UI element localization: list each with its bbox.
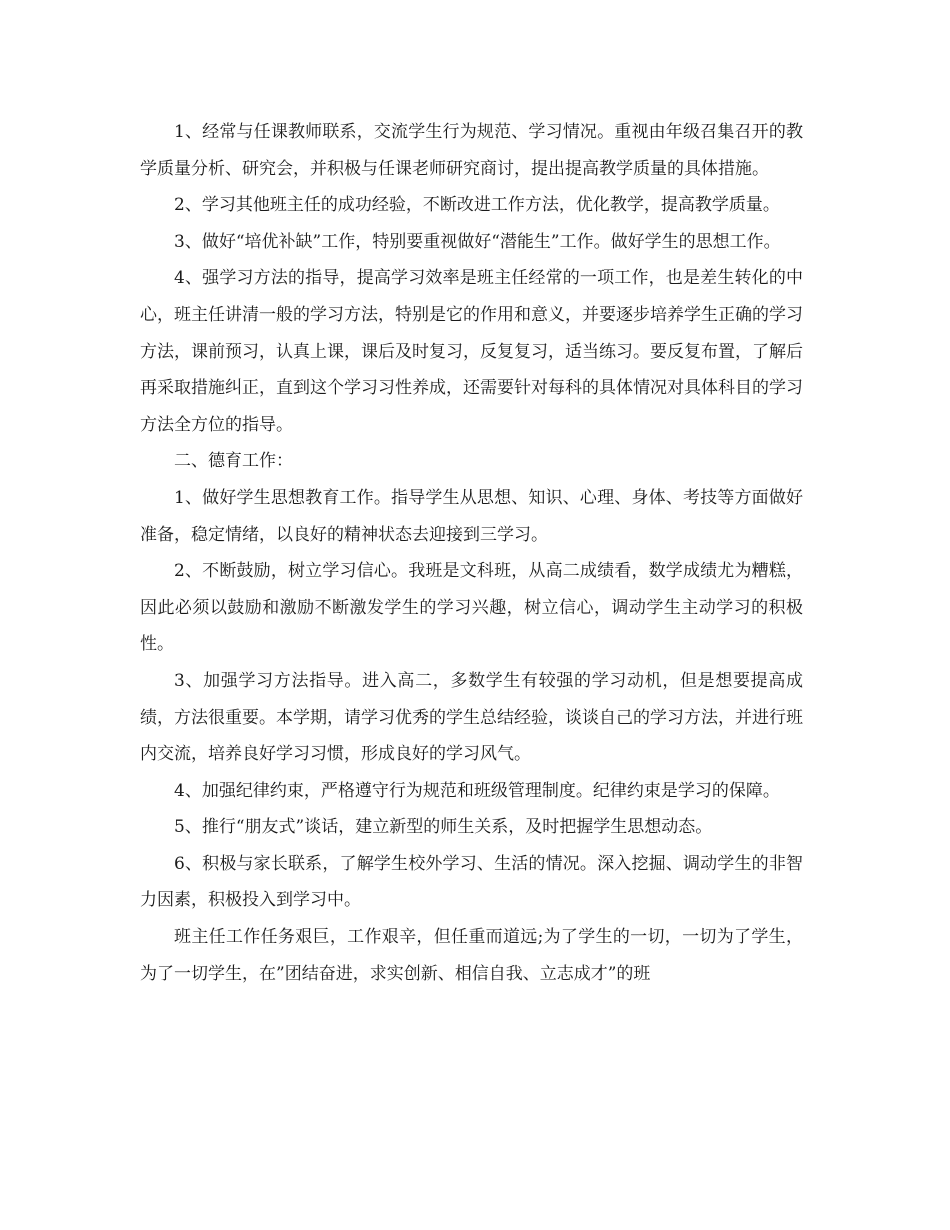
paragraph-moral-3: 3、加强学习方法指导。进入高二，多数学生有较强的学习动机，但是想要提高成绩，方法很重要。本学期，请学习优秀的学生总结经验，谈谈自己的学习方法，并进行班内交流，培养良好学习习惯，形成良好的学习风气。 — [140, 670, 803, 765]
paragraph-closing: 班主任工作任务艰巨，工作艰辛，但任重而道远;为了学生的一切，一切为了学生，为了一切学生，在”团结奋进，求实创新、相信自我、立志成才”的班 — [140, 927, 803, 984]
paragraph-moral-2: 2、不断鼓励，树立学习信心。我班是文科班，从高二成绩看，数学成绩尤为糟糕，因此必须以鼓励和激励不断激发学生的学习兴趣，树立信心，调动学生主动学习的积极性。 — [140, 561, 803, 655]
section-heading-moral-education: 二、德育工作： — [174, 451, 293, 472]
paragraph-class-work-4: 4、强学习方法的指导，提高学习效率是班主任经常的一项工作，也是差生转化的中心，班主任讲清一般的学习方法，特别是它的作用和意义，并要逐步培养学生正确的学习方法，课前预习，认真上课，课后及时复习，反复复习，适当练习。要反复布置，了解后再采取措施纠正，直到这个学习习性养成，还需要针对每科的具体情况对具体科目的学习方法全方位的指导。 — [140, 268, 803, 435]
paragraph-moral-5: 5、推行“朋友式”谈话，建立新型的师生关系，及时把握学生思想动态。 — [174, 817, 713, 838]
paragraph-class-work-1: 1、经常与任课教师联系，交流学生行为规范、学习情况。重视由年级召集召开的教学质量分析、研究会，并积极与任课老师研究商讨，提出提高教学质量的具体措施。 — [140, 122, 803, 179]
paragraph-moral-6: 6、积极与家长联系，了解学生校外学习、生活的情况。深入挖掘、调动学生的非智力因素，积极投入到学习中。 — [140, 853, 803, 911]
paragraph-class-work-2: 2、学习其他班主任的成功经验，不断改进工作方法，优化教学，提高教学质量。 — [174, 195, 780, 216]
paragraph-moral-1: 1、做好学生思想教育工作。指导学生从思想、知识、心理、身体、考技等方面做好准备，稳定情绪，以良好的精神状态去迎接到三学习。 — [140, 487, 803, 545]
document-body — [140, 114, 803, 992]
paragraph-moral-4: 4、加强纪律约束，严格遵守行为规范和班级管理制度。纪律约束是学习的保障。 — [174, 780, 780, 801]
paragraph-class-work-3: 3、做好“培优补缺”工作，特别要重视做好“潜能生”工作。做好学生的思想工作。 — [174, 231, 781, 252]
